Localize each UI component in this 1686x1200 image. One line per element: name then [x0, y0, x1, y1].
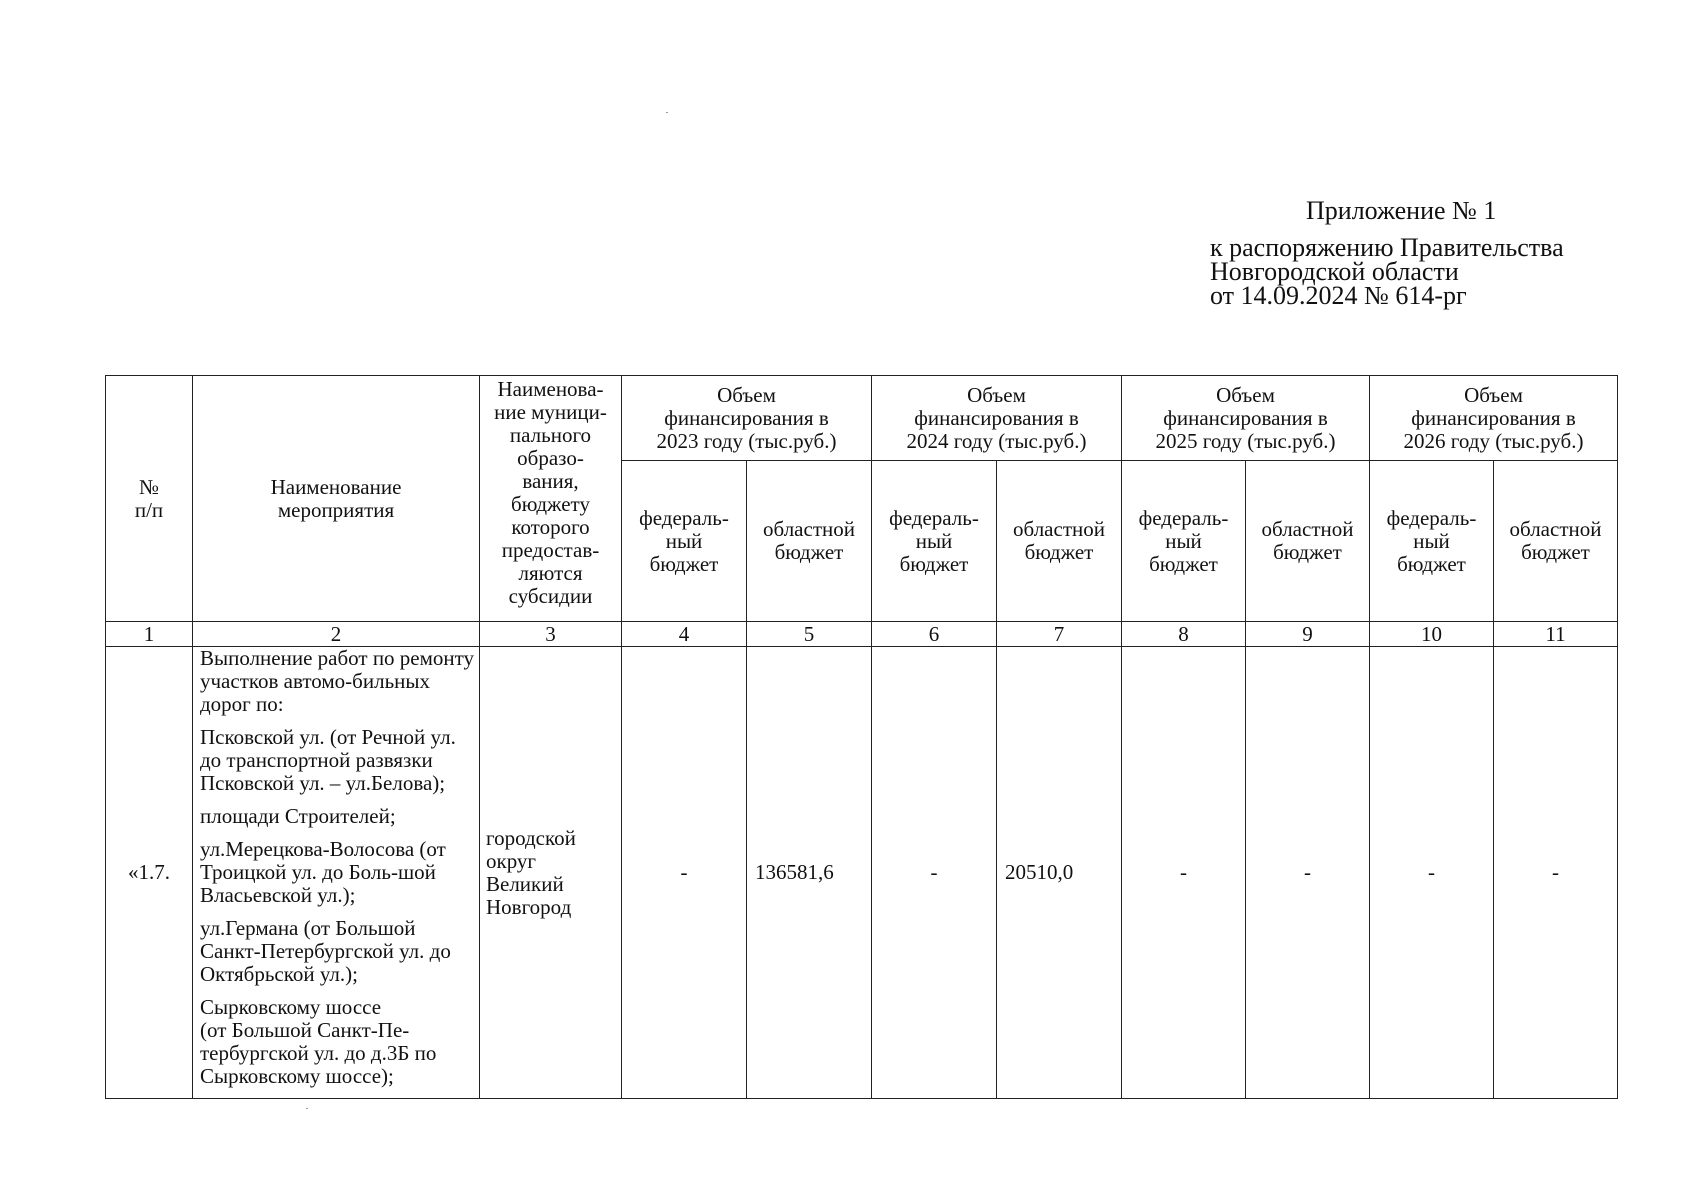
appendix-line-3: от 14.09.2024 № 614-рг [1210, 281, 1467, 310]
appendix-reference [1210, 233, 1564, 310]
description-paragraph: площади Строителей; [200, 804, 396, 828]
header-year-2026: Объем финансирования в 2026 году (тыс.руб.) [1370, 376, 1618, 461]
description-paragraph: Псковской ул. (от Речной ул. до транспортной развязки Псковской ул. – ул.Белова); [200, 725, 456, 795]
value-regional-2025: - [1246, 647, 1370, 1099]
column-number: 8 [1122, 622, 1246, 647]
description-paragraph: ул.Мерецкова-Волосова (от Троицкой ул. до Боль-шой Власьевской ул.); [200, 837, 446, 907]
description-paragraph: Сырковскому шоссе (от Большой Санкт-Пе-тербургской ул. до д.3Б по Сырковскому шоссе); [200, 995, 437, 1088]
scan-speck [306, 1108, 308, 1109]
table-row [106, 647, 1618, 1099]
header-regional-2023: областной бюджет [747, 461, 872, 622]
header-federal-2023: федераль- ный бюджет [622, 461, 747, 622]
header-federal-2024: федераль- ный бюджет [872, 461, 997, 622]
row-municipality: городской округ Великий Новгород [480, 647, 622, 1099]
appendix-line-2: Новгородской области [1210, 257, 1459, 286]
header-federal-2025: федераль- ный бюджет [1122, 461, 1246, 622]
appendix-header [1210, 196, 1564, 308]
column-number: 6 [872, 622, 997, 647]
header-event-name: Наименование мероприятия [193, 376, 480, 622]
header-num: № п/п [106, 376, 193, 622]
header-year-2023: Объем финансирования в 2023 году (тыс.руб.) [622, 376, 872, 461]
funding-table [105, 375, 1618, 1099]
header-federal-2026: федераль- ный бюджет [1370, 461, 1494, 622]
column-number: 5 [747, 622, 872, 647]
value-federal-2023: - [622, 647, 747, 1099]
column-number: 2 [193, 622, 480, 647]
column-number: 4 [622, 622, 747, 647]
column-number: 10 [1370, 622, 1494, 647]
scan-speck [666, 112, 668, 113]
column-number: 3 [480, 622, 622, 647]
header-row-top [106, 376, 1618, 461]
description-paragraph: ул.Германа (от Большой Санкт-Петербургской ул. до Октябрьской ул.); [200, 916, 451, 986]
column-number: 11 [1494, 622, 1618, 647]
header-year-2025: Объем финансирования в 2025 году (тыс.руб.) [1122, 376, 1370, 461]
row-event-description [193, 647, 480, 1099]
header-year-2024: Объем финансирования в 2024 году (тыс.руб.) [872, 376, 1122, 461]
column-number: 9 [1246, 622, 1370, 647]
value-regional-2023: 136581,6 [747, 647, 872, 1099]
column-number: 1 [106, 622, 193, 647]
appendix-line-1: к распоряжению Правительства [1210, 233, 1564, 262]
column-number-row [106, 622, 1618, 647]
value-federal-2024: - [872, 647, 997, 1099]
row-number: «1.7. [106, 647, 193, 1099]
header-regional-2026: областной бюджет [1494, 461, 1618, 622]
value-federal-2026: - [1370, 647, 1494, 1099]
header-regional-2025: областной бюджет [1246, 461, 1370, 622]
appendix-title: Приложение № 1 [1306, 196, 1497, 225]
value-regional-2024: 20510,0 [997, 647, 1122, 1099]
column-number: 7 [997, 622, 1122, 647]
description-paragraph: Выполнение работ по ремонту участков автомо-бильных дорог по: [200, 646, 475, 716]
header-regional-2024: областной бюджет [997, 461, 1122, 622]
value-federal-2025: - [1122, 647, 1246, 1099]
value-regional-2026: - [1494, 647, 1618, 1099]
header-municipality: Наименова- ние муници- пального образо- вания, бюджету которого предостав- ляются субсидии [480, 376, 622, 622]
